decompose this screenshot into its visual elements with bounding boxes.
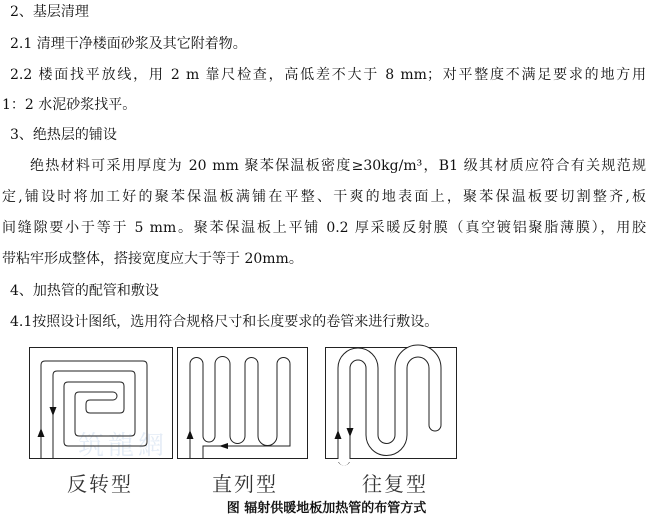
meander-pipe-outline [344, 351, 435, 459]
heading-insulation-layer: 3、绝热层的铺设 [10, 127, 117, 143]
para-insulation-line3: 间缝隙要小于等于 5 mm。聚苯保温板上平铺 0.2 厚采暖反射膜（真空镀铝聚脂薄膜），用胶 [2, 220, 646, 236]
item-2-1: 2.1 清理干净楼面砂浆及其它附着物。 [10, 36, 247, 52]
arrow-left-icon [219, 443, 228, 449]
para-insulation-line2: 定,铺设时将加工好的聚苯保温板满铺在平整、干爽的地表面上，聚苯保温板要切割整齐,板 [2, 189, 646, 205]
label-reciprocating-layout: 往复型 [362, 472, 428, 496]
heading-base-cleaning: 2、基层清理 [10, 4, 89, 20]
serpentine-pipe [190, 357, 290, 458]
label-reverse-layout: 反转型 [67, 472, 133, 496]
reverse-layout-box [30, 348, 173, 459]
item-4-1: 4.1按照设计图纸，选用符合规格尺寸和长度要求的卷管来进行敷设。 [10, 314, 439, 330]
watermark: 筑龍網 [78, 431, 169, 461]
item-2-2-line2: 1：2 水泥砂浆找平。 [2, 97, 137, 113]
spiral-pipe-supply [41, 361, 147, 458]
item-2-2-line1: 2.2 楼面找平放线，用 2 m 靠尺检查，高低差不大于 8 mm；对平整度不满足要求的地方用 [10, 67, 646, 83]
para-insulation-line1: 绝热材料可采用厚度为 20 mm 聚苯保温板密度≥30kg/m³，B1 级其材质应符合有关规范规 [30, 158, 646, 174]
figure-caption: 图 辐射供暖地板加热管的布管方式 [226, 501, 427, 516]
para-insulation-line4: 带粘牢形成整体，搭接宽度应大于等于 20mm。 [2, 251, 303, 267]
heading-heating-pipe: 4、加热管的配管和敷设 [10, 283, 159, 299]
meander-pipe-inner [344, 351, 435, 460]
arrow-up-icon [38, 428, 45, 437]
arrow-down-icon [50, 407, 57, 416]
arrow-up-icon [187, 430, 194, 439]
label-straight-layout: 直列型 [212, 472, 278, 496]
